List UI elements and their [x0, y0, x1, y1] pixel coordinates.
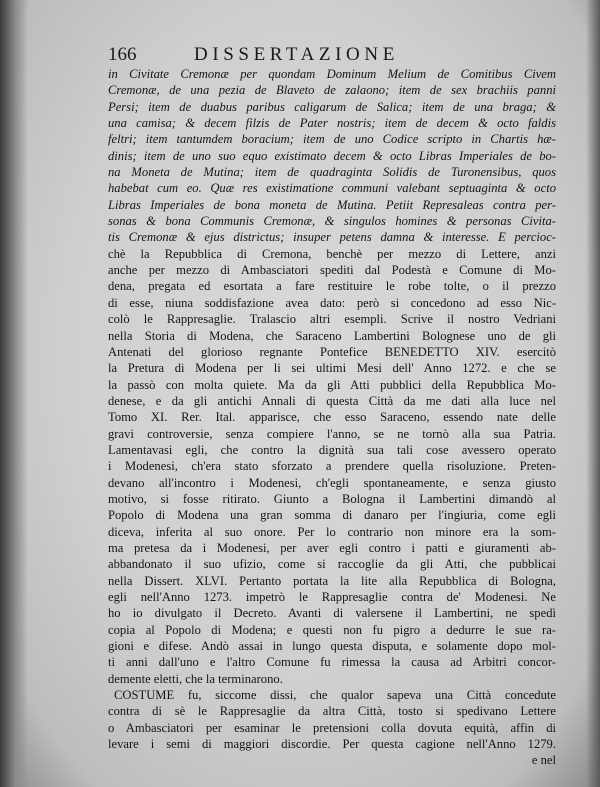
text-line: di esse, niuna soddisfazione avea dato: però si concedono ad esso Nic-: [108, 295, 556, 310]
page-edge-shadow: [586, 0, 600, 787]
text-line: denese, e da gli antichi Annali di questa Città da me dati alla luce nel: [108, 393, 556, 408]
text-line: la passò con molta quiete. Ma da gli Atti pubblici della Repubblica Mo-: [108, 377, 556, 392]
page-header: [108, 44, 556, 66]
text-line: Antenati del glorioso regnante Pontefice BENEDETTO XIV. esercitò: [108, 344, 556, 359]
text-line: Persi; item de duabus paribus caligarum de Salica; item de una braga; &: [108, 99, 556, 114]
text-line: Libras Imperiales de bona moneta de Mutina. Petiit Represaleas contra per-: [108, 197, 556, 212]
text-line: na Moneta de Mutina; item de quadraginta Solidis de Turonensibus, quos: [108, 165, 556, 180]
running-title: DISSERTAZIONE: [194, 44, 399, 65]
text-line: ho io divulgato il Decreto. Avanti di valersene il Lambertini, ne spedì: [108, 606, 556, 621]
text-line: diceva, inferita al suo onore. Per lo contrario non minore era la som-: [108, 524, 556, 539]
text-line: sonas & bona Communis Cremonæ, & singulos homines & personas Civita-: [108, 214, 556, 229]
text-line: dena, pregata ed esortata a fare restituire le robe tolte, o il prezzo: [108, 279, 556, 294]
text-line: una camisa; & decem filzis de Pater nostris; item de decem & octo faldis: [108, 116, 556, 131]
catchword: e nel: [531, 753, 556, 768]
page-gutter-shadow: [0, 0, 28, 787]
text-line: demente eletti, che la terminarono.: [108, 671, 283, 686]
text-line: copia al Popolo di Modena; e questi non fu pigro a dedurre le sue ra-: [108, 622, 556, 637]
text-line: anche per mezzo di Ambasciatori spediti dal Podestà e Comune di Mo-: [108, 263, 556, 278]
text-line: levare i semi di maggiori discordie. Per questa cagione nell'Anno 1279.: [108, 737, 556, 752]
text-line: devano all'incontro i Modenesi, ch'egli spontaneamente, e senza giusto: [108, 475, 556, 490]
text-line: dinis; item de uno suo equo existimato decem & octo Libras Imperiales de bo-: [108, 148, 556, 163]
text-line: i Modenesi, ch'era stato sforzato a prendere quella risoluzione. Preten-: [108, 459, 556, 474]
text-line: Popolo di Modena una gran somma di danaro per l'ingiuria, come egli: [108, 508, 556, 523]
text-line: chè la Repubblica di Cremona, benchè per mezzo di Lettere, anzi: [108, 246, 556, 261]
text-line: Lamentavasi egli, che contro la dignità sua tali cose avessero operato: [108, 442, 556, 457]
text-line: habebat cum eo. Quæ res existimatione communi valebant septuaginta & octo: [108, 181, 556, 196]
text-line: contra di sè le Rappresaglie da altra Città, tosto si spedivano Lettere: [108, 704, 556, 719]
text-line: Tomo XI. Rer. Ital. apparisce, che esso Saraceno, essendo nate delle: [108, 410, 556, 425]
text-line: in Civitate Cremonæ per quondam Dominum Melium de Comitibus Civem: [108, 67, 556, 81]
text-line: motivo, si fosse ritirato. Giunto a Bologna il Lambertini dimandò al: [108, 491, 556, 506]
text-line: gravi controversie, senza compiere l'anno, se ne tornò alla sua Patria.: [108, 426, 556, 441]
text-line: abbandonato il suo ufizio, come si raccoglie da gli Atti, che pubblicai: [108, 557, 556, 572]
page-number: 166: [108, 44, 137, 65]
text-line: nella Storia di Modena, che Saraceno Lambertini Bolognese uno de gli: [108, 328, 556, 343]
text-line: o Ambasciatori per esaminar le pretensioni colla dovuta equità, affin di: [108, 720, 556, 735]
text-line: gioni e difese. Andò assai in lungo questa disputa, e solamente dopo mol-: [108, 639, 556, 654]
text-line: nella Dissert. XLVI. Pertanto portata la lite alla Repubblica di Bologna,: [108, 573, 556, 588]
text-line: ma pretesa da i Modenesi, per aver egli contro i patti e giuramenti ab-: [108, 540, 556, 555]
paragraph-start-line: COSTUME fu, siccome dissi, che qualor sapeva una Città concedute: [114, 688, 556, 703]
text-line: Cremonæ, de una pezia de Blaveto de zalaono; item de sex brachiis panni: [108, 83, 556, 98]
text-line: la Pretura di Modena per li sei ultimi Mesi dell' Anno 1272. e che se: [108, 361, 556, 376]
text-line: ti anni dall'uno e l'altro Comune fu rimessa la causa ad Arbitri concor-: [108, 655, 556, 670]
text-line: tis Cremonæ & ejus districtus; insuper petens damna & interesse. E percioc-: [108, 230, 556, 245]
text-line: egli nell'Anno 1273. impetrò le Rappresaglie contra de' Modenesi. Ne: [108, 590, 556, 604]
text-line: colò le Rappresaglie. Tralascio altri esempli. Scrive il nostro Vedriani: [108, 312, 556, 327]
body-text: [108, 66, 556, 769]
text-line: feltri; item tantumdem boracium; item de uno Codice scripto in Chartis hæ-: [108, 132, 556, 147]
